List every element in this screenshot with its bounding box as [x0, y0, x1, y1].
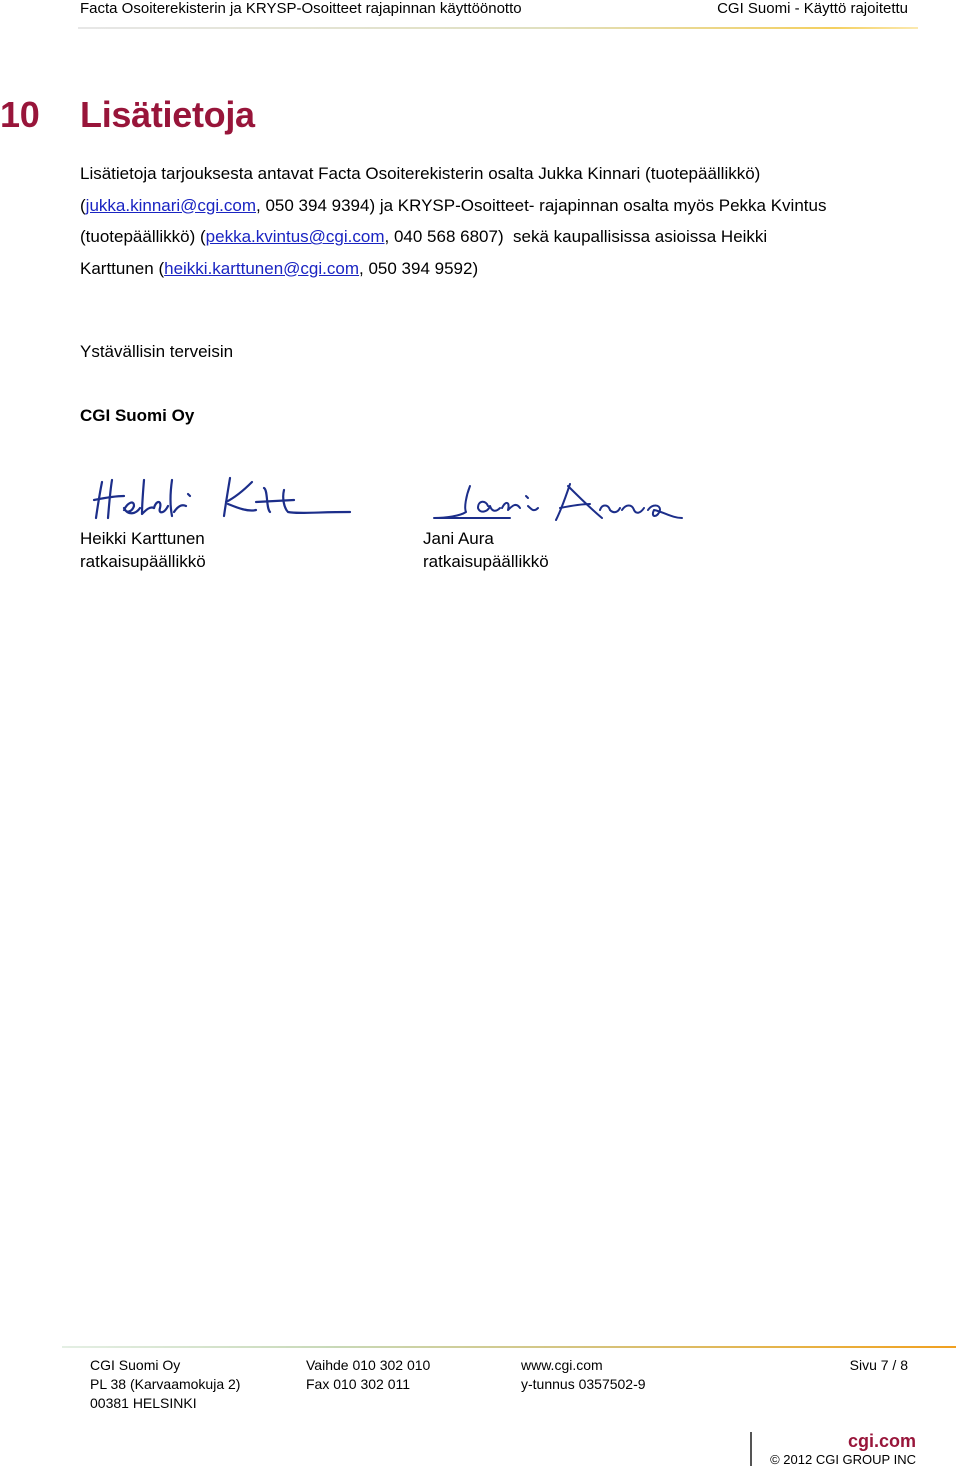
signatory-title: ratkaisupäällikkö	[423, 551, 549, 571]
footer-switchboard: Vaihde 010 302 010	[306, 1357, 431, 1373]
header-divider	[78, 27, 918, 29]
closing-greeting: Ystävällisin terveisin	[80, 342, 234, 361]
email-link-pekka-kvintus[interactable]: pekka.kvintus@cgi.com	[205, 227, 385, 246]
paragraph-line-1: Lisätietoja tarjouksesta antavat Facta Osoiterekisterin osalta Jukka Kinnari (tuotepäällikkö)	[80, 164, 761, 183]
paragraph-line-4: Karttunen (heikki.karttunen@cgi.com, 050 394 9592)	[80, 258, 479, 278]
footer-fax: Fax 010 302 011	[306, 1376, 411, 1392]
page-number: Sivu 7 / 8	[849, 1357, 908, 1373]
footer-po-box: PL 38 (Karvaamokuja 2)	[90, 1376, 241, 1392]
footer-company: CGI Suomi Oy	[90, 1357, 181, 1373]
header-classification: CGI Suomi - Käyttö rajoitettu	[717, 0, 908, 17]
footer-city: 00381 HELSINKI	[90, 1395, 197, 1411]
contact-paragraph	[80, 158, 922, 284]
footer-business-id: y-tunnus 0357502-9	[521, 1376, 646, 1392]
footer-divider	[62, 1346, 956, 1348]
signature-heikki-karttunen	[88, 472, 358, 524]
section-title: Lisätietoja	[80, 94, 255, 135]
paragraph-line-3: (tuotepäällikkö) (pekka.kvintus@cgi.com, 040 568 6807) sekä kaupallisissa asioissa Heikki	[80, 227, 768, 246]
signatory-heikki-karttunen	[80, 528, 206, 573]
logo-divider	[750, 1432, 752, 1466]
email-link-heikki-karttunen[interactable]: heikki.karttunen@cgi.com	[164, 258, 360, 278]
section-number: 10	[0, 94, 40, 135]
signatory-jani-aura	[423, 528, 549, 573]
footer-phone	[306, 1356, 430, 1394]
signature-jani-aura	[430, 478, 690, 528]
company-name: CGI Suomi Oy	[80, 406, 195, 425]
footer-website-link[interactable]: www.cgi.com	[521, 1357, 603, 1373]
copyright-notice: © 2012 CGI GROUP INC	[770, 1452, 916, 1467]
header-document-title: Facta Osoiterekisterin ja KRYSP-Osoitteet rajapinnan käyttöönotto	[80, 0, 522, 17]
cgi-logo-text: cgi.com	[847, 1431, 916, 1451]
signatory-title: ratkaisupäällikkö	[80, 551, 206, 571]
footer-address	[90, 1356, 240, 1413]
signatory-name: Jani Aura	[423, 529, 494, 548]
signatory-name: Heikki Karttunen	[80, 529, 205, 548]
paragraph-line-2: (jukka.kinnari@cgi.com, 050 394 9394) ja KRYSP-Osoitteet- rajapinnan osalta myös Pekka Kvintus	[80, 195, 827, 215]
footer-page-number	[850, 1356, 908, 1375]
footer-web	[521, 1356, 646, 1394]
email-link-jukka-kinnari[interactable]: jukka.kinnari@cgi.com	[85, 195, 256, 215]
